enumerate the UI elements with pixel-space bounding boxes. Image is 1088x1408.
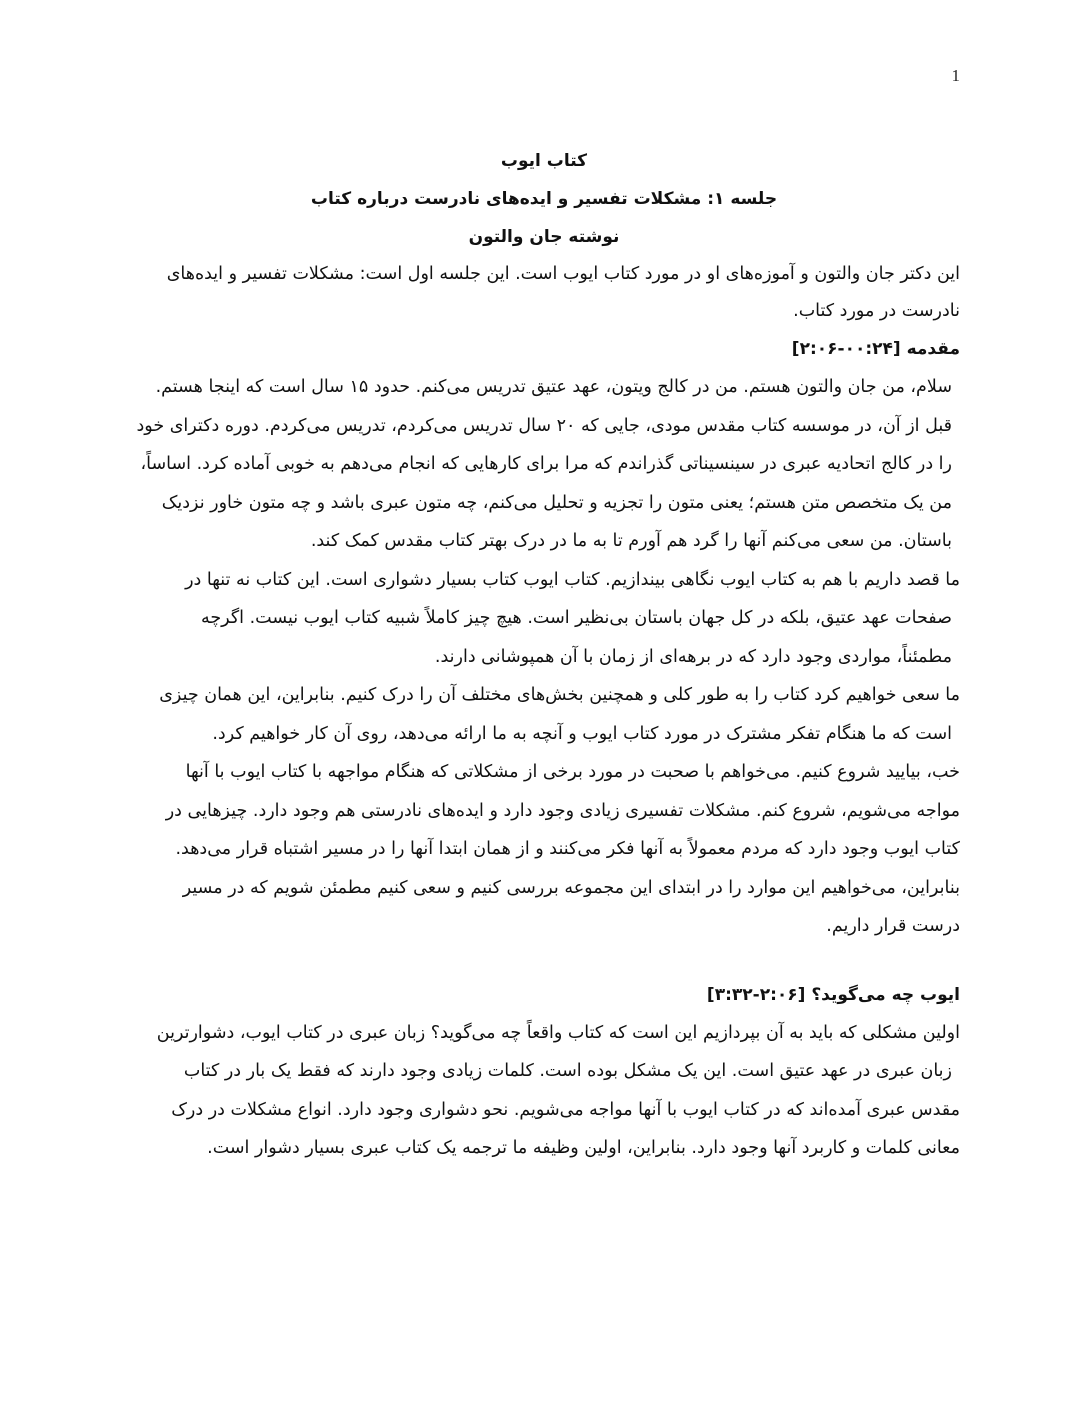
paragraph xyxy=(128,561,960,677)
intro-line: این دکتر جان والتون و آموزه‌های او در مورد کتاب ایوب است. این جلسه اول است: مشکلات تفسیر و ایده‌های xyxy=(166,264,960,284)
section-spacer xyxy=(128,946,960,976)
paragraph-line: ما قصد داریم با هم به کتاب ایوب نگاهی بیندازیم. کتاب ایوب کتاب بسیار دشواری است. این کتاب نه تنها در xyxy=(185,569,960,590)
author-line: نوشته جان والتون xyxy=(468,227,620,247)
document-title: کتاب ایوب xyxy=(500,151,588,171)
paragraph xyxy=(128,368,960,561)
document-body xyxy=(128,142,960,1168)
paragraph-line: اولین مشکلی که باید به آن بپردازیم این است که کتاب واقعاً چه می‌گوید؟ زبان عبری در کتاب ایوب، دشوارترین xyxy=(156,1022,960,1043)
paragraph-line: باستان. من سعی می‌کنم آنها را گرد هم آورم تا به ما در درک بهتر کتاب مقدس کمک کند. xyxy=(310,531,952,551)
paragraph-line: ما سعی خواهیم کرد کتاب را به طور کلی و همچنین بخش‌های مختلف آن را درک کنیم. بنابراین، این همان چیزی xyxy=(159,685,960,705)
paragraph-line: خب، بیایید شروع کنیم. می‌خواهم با صحبت در مورد برخی از مشکلاتی که هنگام مواجهه با کتاب ایوب با آنها xyxy=(185,762,960,782)
paragraph xyxy=(128,1014,960,1168)
paragraph-line: صفحات عهد عتیق، بلکه در کل جهان باستان بی‌نظیر است. هیچ چیز کاملاً شبیه کتاب ایوب نیست. اگرچه xyxy=(200,608,952,628)
intro-paragraph xyxy=(128,256,960,330)
section-heading-introduction: مقدمه [۰۰:۲۴-۲:۰۶] xyxy=(791,339,960,359)
paragraph xyxy=(128,753,960,946)
paragraph-line: معانی کلمات و کاربرد آنها وجود دارد. بنابراین، اولین وظیفه ما ترجمه یک کتاب عبری بسیار دشوار است. xyxy=(207,1138,960,1158)
page-number: 1 xyxy=(951,66,960,85)
intro-line: نادرست در مورد کتاب. xyxy=(793,301,960,321)
paragraph-line: مطمئناً، مواردی وجود دارد که در برهه‌ای از زمان با آن همپوشانی دارند. xyxy=(434,646,952,667)
paragraph xyxy=(128,676,960,753)
section-heading-what-job-says: ایوب چه می‌گوید؟ [۲:۰۶-۳:۳۲] xyxy=(706,984,960,1005)
paragraph-line: بنابراین، می‌خواهیم این موارد را در ابتدای این مجموعه بررسی کنیم و سعی کنیم مطمئن شویم که در مسیر xyxy=(182,877,960,898)
paragraph-line: درست قرار داریم. xyxy=(826,916,960,936)
paragraph-line: کتاب ایوب وجود دارد که مردم معمولاً به آنها فکر می‌کنند و از همان ابتدا آنها را در مسیر اشتباه قرار می‌دهد. xyxy=(175,839,960,859)
paragraph-line: است که ما هنگام تفکر مشترک در مورد کتاب ایوب و آنچه به ما ارائه می‌دهد، روی آن کار خواهیم کرد. xyxy=(212,723,952,744)
paragraph-line: زبان عبری در عهد عتیق است. این یک مشکل بوده است. کلمات زیادی وجود دارند که فقط یک بار در کتاب xyxy=(183,1061,952,1081)
paragraph-line: سلام، من جان والتون هستم. من در کالج ویتون، عهد عتیق تدریس می‌کنم. حدود ۱۵ سال است که اینجا هستم. xyxy=(155,377,952,397)
paragraph-line: من یک متخصص متن هستم؛ یعنی متون را تجزیه و تحلیل می‌کنم، چه متون عبری باشد و چه متون خاور نزدیک xyxy=(161,492,952,513)
session-title: جلسه ۱: مشکلات تفسیر و ایده‌های نادرست درباره کتاب xyxy=(310,189,778,209)
paragraph-line: مقدس عبری آمده‌اند که در کتاب ایوب با آنها مواجه می‌شویم. نحو دشواری وجود دارد. انواع مشکلات در درک xyxy=(171,1099,960,1120)
paragraph-line: مواجه می‌شویم، شروع کنم. مشکلات تفسیری زیادی وجود دارد و ایده‌های نادرستی هم وجود دارد. چیزهایی در xyxy=(165,800,960,821)
paragraph-line: قبل از آن، در موسسه کتاب مقدس مودی، جایی که ۲۰ سال تدریس می‌کردم، تدریس می‌کردم. دوره دکترای خود xyxy=(136,415,952,436)
paragraph-line: را در کالج اتحادیه عبری در سینسیناتی گذراندم که مرا برای کارهایی که انجام می‌دهم به خوبی آماده کرد. اساساً، xyxy=(140,454,952,474)
